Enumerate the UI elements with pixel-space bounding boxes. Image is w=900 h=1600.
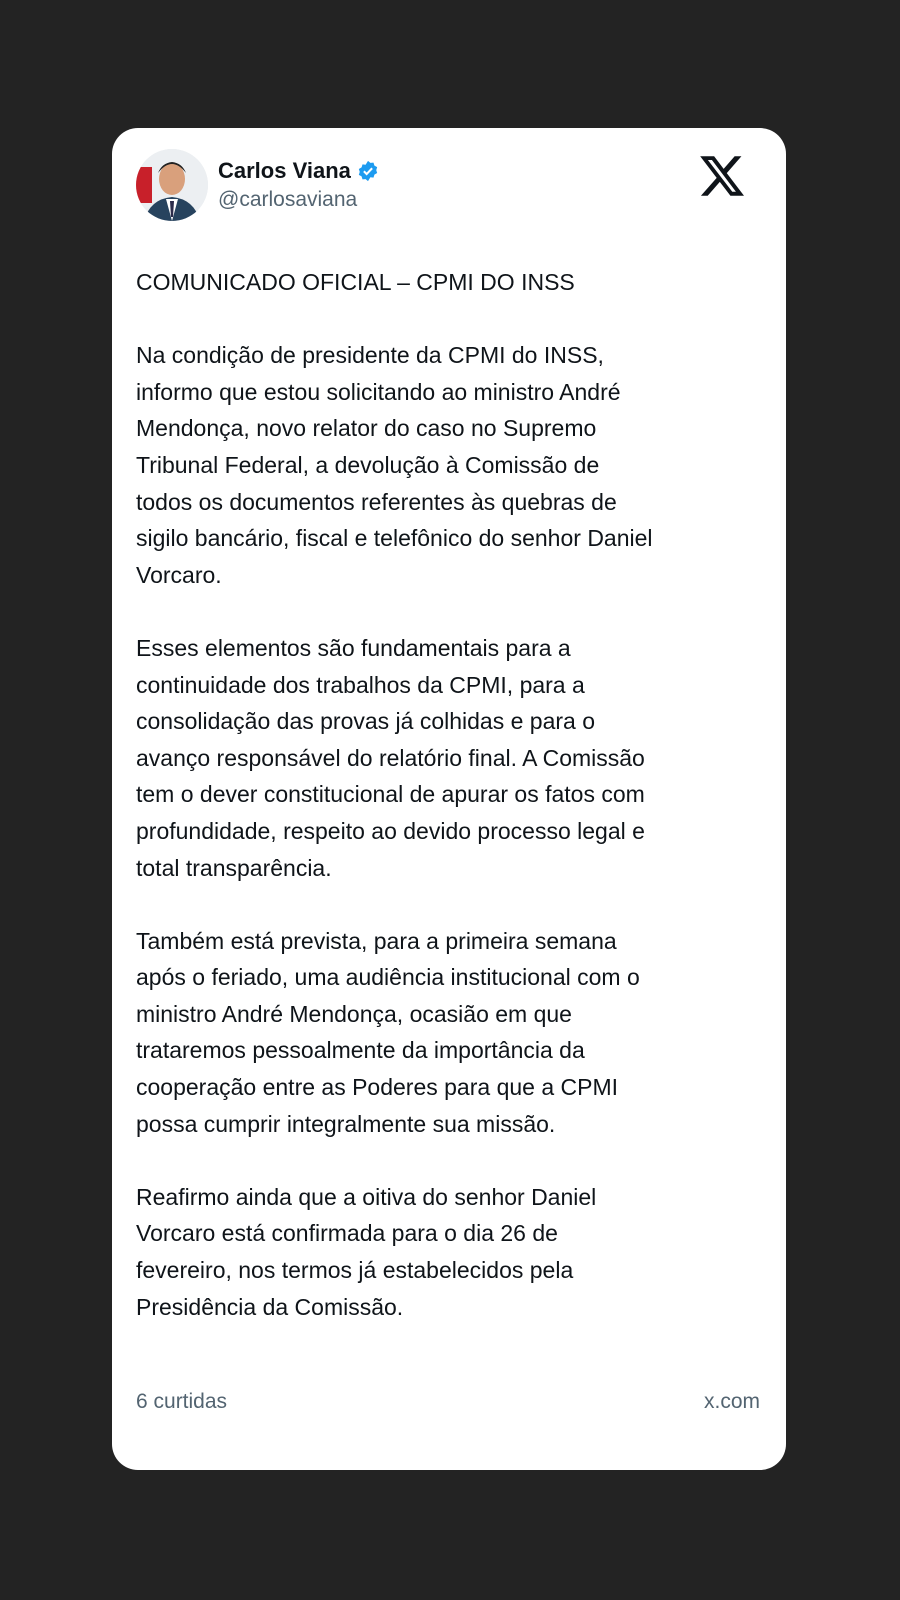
post-text-line: consolidação das provas já colhidas e para o (136, 708, 596, 735)
blank-line (136, 886, 776, 923)
blank-line (136, 593, 776, 630)
post-text-line: todos os documentos referentes às quebras de (136, 488, 617, 515)
post-text-line: Também está prevista, para a primeira semana (136, 927, 617, 954)
post-text-line: Presidência da Comissão. (136, 1293, 404, 1320)
post-text-line: sigilo bancário, fiscal e telefônico do senhor Daniel (136, 525, 653, 552)
post-footer (136, 1390, 760, 1414)
post-text-line: COMUNICADO OFICIAL – CPMI DO INSS (136, 269, 575, 295)
post-text-line: Na condição de presidente da CPMI do INSS, (136, 342, 604, 369)
author-handle[interactable]: @carlosaviana (218, 188, 358, 211)
blank-line (136, 301, 776, 338)
post-text-line: trataremos pessoalmente da importância da (136, 1037, 585, 1064)
post-card (112, 128, 786, 1470)
avatar[interactable] (136, 149, 208, 221)
post-text-line: Esses elementos são fundamentais para a (136, 634, 571, 661)
post-text-line: informo que estou solicitando ao ministro André (136, 378, 621, 405)
author-name[interactable] (218, 158, 379, 184)
post-text-line: avanço responsável do relatório final. A Comissão (136, 744, 645, 771)
post-text-line: Vorcaro. (136, 561, 222, 588)
post-text-line: possa cumprir integralmente sua missão. (136, 1110, 556, 1137)
post-text-line: continuidade dos trabalhos da CPMI, para a (136, 671, 585, 698)
post-text-line: profundidade, respeito ao devido processo legal e (136, 817, 645, 844)
likes-count[interactable]: 6 curtidas (136, 1390, 228, 1413)
author-name-text: Carlos Viana (218, 158, 351, 183)
post-text-line: Tribunal Federal, a devolução à Comissão de (136, 451, 600, 478)
post-text-line: total transparência. (136, 854, 332, 881)
post-text-line: Vorcaro está confirmada para o dia 26 de (136, 1220, 558, 1247)
post-text-line: Mendonça, novo relator do caso no Supremo (136, 415, 597, 442)
post-text-line: tem o dever constitucional de apurar os fatos com (136, 781, 645, 808)
post-text-line: fevereiro, nos termos já estabelecidos pela (136, 1257, 574, 1284)
post-text (136, 264, 776, 1325)
source-link[interactable]: x.com (703, 1390, 760, 1413)
blank-line (136, 1142, 776, 1179)
post-text-line: após o feriado, uma audiência institucional com o (136, 964, 640, 991)
post-text-line: Reafirmo ainda que a oitiva do senhor Daniel (136, 1183, 597, 1210)
post-text-line: cooperação entre as Poderes para que a CPMI (136, 1074, 619, 1101)
verified-badge-icon (357, 160, 379, 182)
post-text-line: ministro André Mendonça, ocasião em que (136, 1000, 572, 1027)
x-logo-icon[interactable] (700, 154, 744, 198)
